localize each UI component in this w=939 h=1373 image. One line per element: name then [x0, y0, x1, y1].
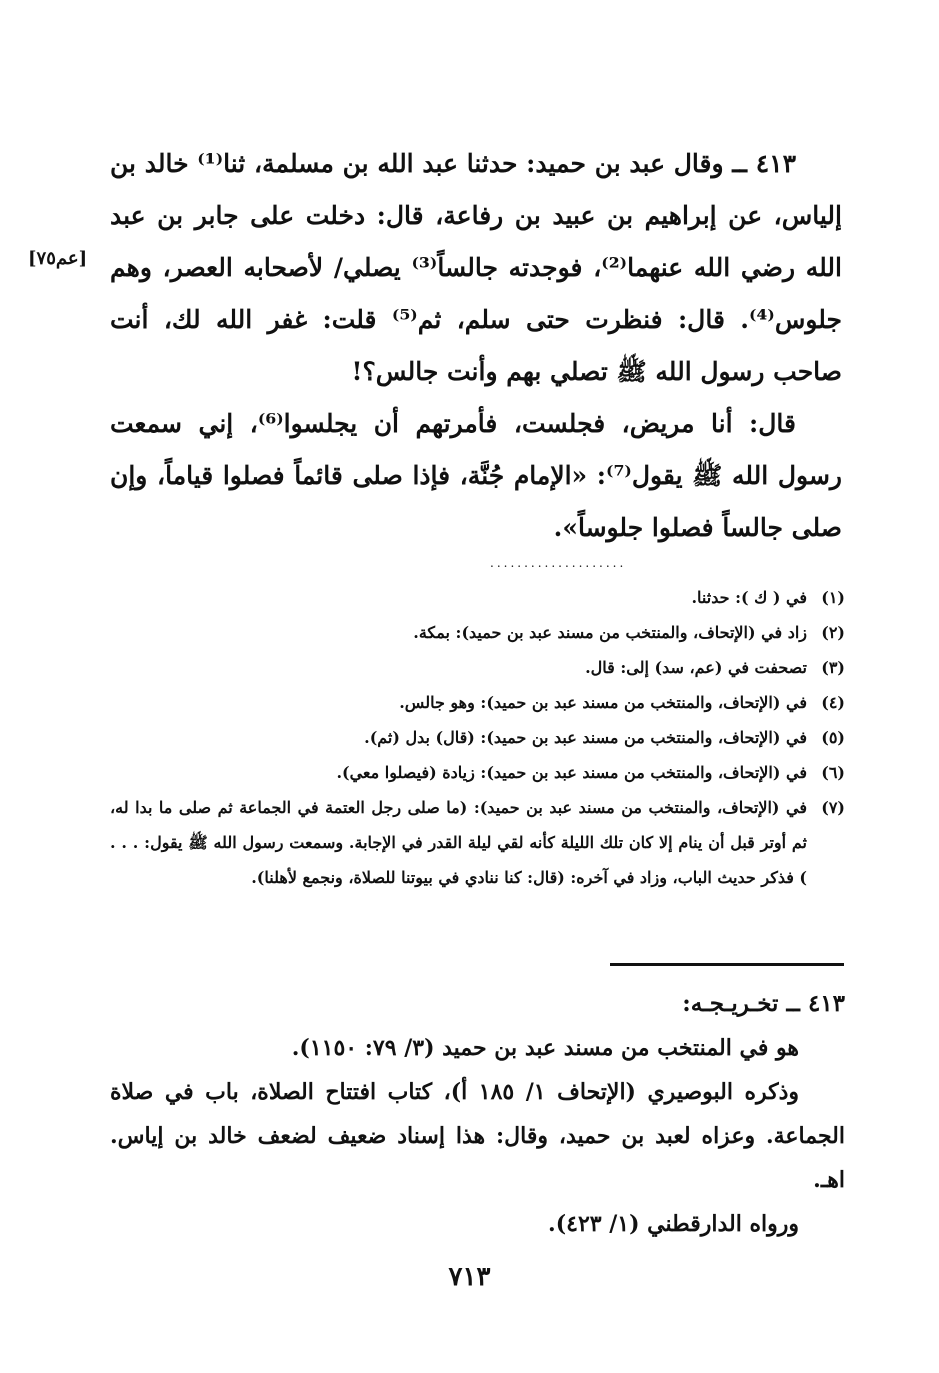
footnote-text: في (الإتحاف، والمنتخب من مسند عبد بن حميد): (قال) بدل (ثم). — [364, 728, 807, 747]
footnote-item — [110, 615, 845, 650]
takhrij-heading: ٤١٣ ــ تخـريـجـه: — [682, 990, 845, 1017]
footnote-item — [110, 755, 845, 790]
takhrij-line-1: هو في المنتخب من مسند عبد بن حميد (٣/ ٧٩: ١١٥٠). — [291, 1035, 799, 1061]
footnote-number: (٧) — [821, 798, 845, 817]
section-rule — [610, 963, 844, 966]
footnote-separator-dots: .................... — [490, 556, 627, 570]
footnote-number: (٣) — [821, 658, 845, 677]
manuscript-margin-note: [عم٧٥] — [28, 248, 88, 269]
footnote-item — [110, 720, 845, 755]
page-number: ٧١٣ — [448, 1262, 491, 1292]
footnote-text: في ( ك ): حدثنا. — [691, 588, 807, 607]
takhrij-line-3: ورواه الدارقطني (١/ ٤٢٣). — [548, 1211, 799, 1237]
footnote-item — [110, 790, 845, 895]
hadith-paragraph-2: قال: أنا مريض، فجلست، فأمرتهم أن يجلسوا⁽⁶⁾، إني سمعت رسول الله ﷺ يقول⁽⁷⁾: «الإمام جُنَّة، فإذا صلى قائماً فصلوا قياماً، وإن صلى جالساً فصلوا جلوساً». — [110, 409, 842, 542]
hadith-paragraph-1: ٤١٣ ــ وقال عبد بن حميد: حدثنا عبد الله بن مسلمة، ثنا⁽¹⁾ خالد بن إلياس، عن إبراهيم بن عبيد بن رفاعة، قال: دخلت على جابر بن عبد الله رضي الله عنهما⁽²⁾، فوجدته جالساً⁽³⁾ يصلي/ لأصحابه العصر، وهم جلوس⁽⁴⁾. قال: فنظرت حتى سلم، ثم⁽⁵⁾ قلت: غفر الله لك، أنت صاحب رسول الله ﷺ تصلي بهم وأنت جالس؟! — [110, 149, 842, 386]
footnote-number: (٢) — [821, 623, 845, 642]
footnote-item — [110, 685, 845, 720]
footnote-text: زاد في (الإتحاف، والمنتخب من مسند عبد بن حميد): بمكة. — [413, 623, 807, 642]
footnote-number: (٥) — [821, 728, 845, 747]
footnote-text: تصحفت في (عم، سد) إلى: قال. — [585, 658, 807, 677]
footnotes-list — [110, 580, 845, 895]
footnote-number: (١) — [821, 588, 845, 607]
footnote-text: في (الإتحاف، والمنتخب من مسند عبد بن حميد): (ما صلى رجل العتمة في الجماعة ثم صلى ما بدا له، ثم أوتر قبل أن ينام إلا كان تلك الليلة كأنه لقي ليلة القدر في الإجابة. وسمعت رسول الله ﷺ يقول: . . . ) فذكر حديث الباب، وزاد في آخره: (قال: كنا ننادي في بيوتنا للصلاة، ونجمع لأهلنا). — [110, 798, 807, 887]
footnote-text: في (الإتحاف، والمنتخب من مسند عبد بن حميد): وهو جالس. — [399, 693, 807, 712]
footnote-item — [110, 580, 845, 615]
footnote-text: في (الإتحاف، والمنتخب من مسند عبد بن حميد): زيادة (فيصلوا معي). — [336, 763, 807, 782]
footnote-number: (٤) — [821, 693, 845, 712]
footnote-item — [110, 650, 845, 685]
takhrij-section — [110, 982, 845, 1246]
hadith-body — [110, 138, 842, 554]
footnote-number: (٦) — [821, 763, 845, 782]
takhrij-line-2: وذكره البوصيري (الإتحاف ١/ ١٨٥ أ)، كتاب افتتاح الصلاة، باب في صلاة الجماعة. وعزاه لعبد بن حميد، وقال: هذا إسناد ضعيف لضعف خالد بن إياس. اهـ. — [110, 1079, 845, 1193]
